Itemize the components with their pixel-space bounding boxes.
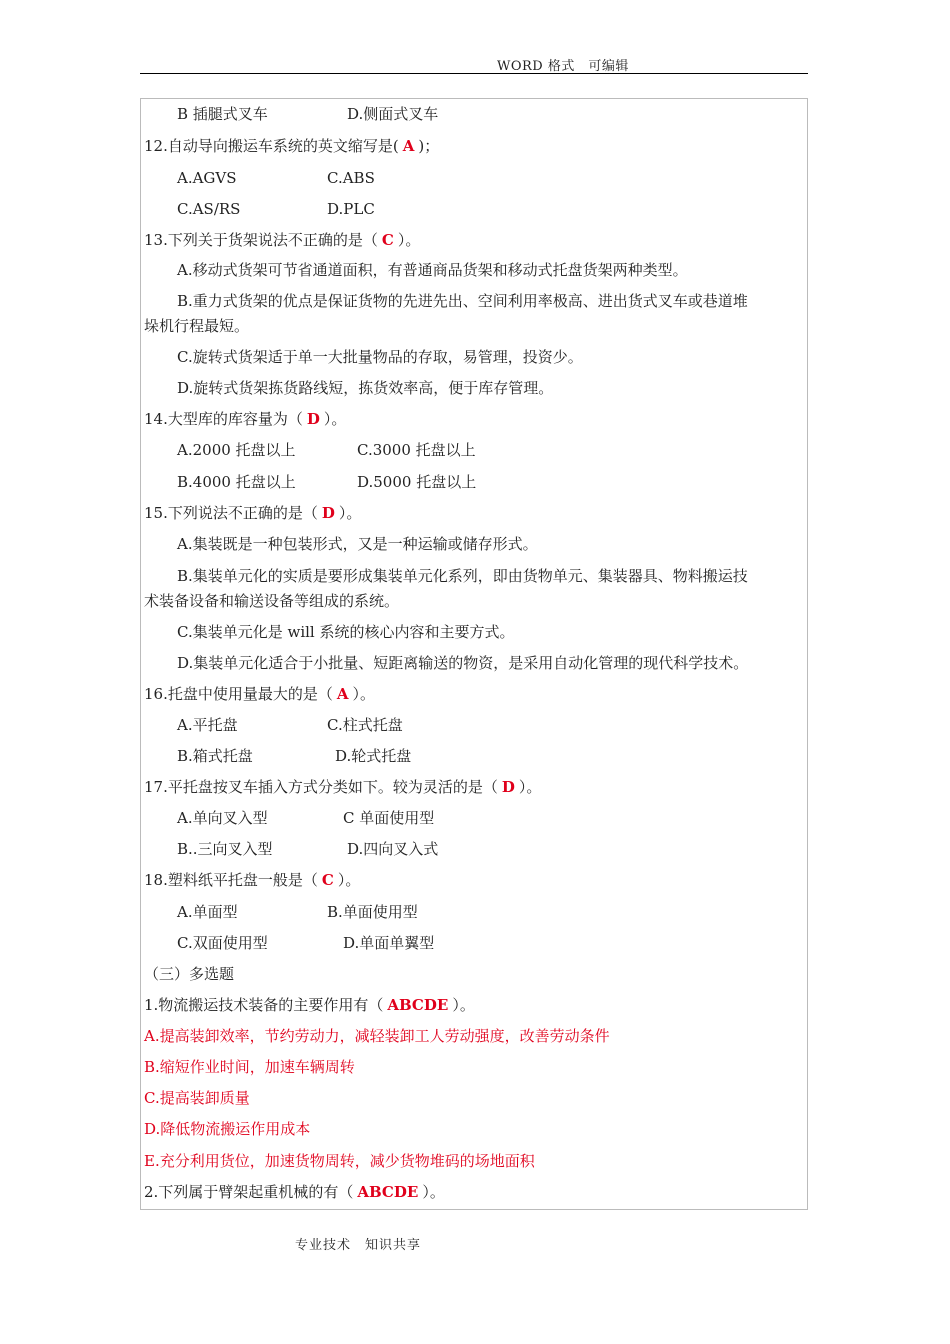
question-suffix: ）。 <box>452 996 475 1014</box>
section-heading: （三）多选题 <box>144 965 235 983</box>
question-suffix: ）。 <box>338 504 362 522</box>
answer-mark: D <box>306 410 320 428</box>
answer-option: E.充分利用货位，加速货物周转，减少货物堆码的场地面积 <box>144 1152 535 1170</box>
page-footer <box>295 1234 421 1253</box>
option-item: B 插腿式叉车 <box>177 105 268 123</box>
question-suffix: ）。 <box>397 231 421 249</box>
question-suffix: ）。 <box>352 685 376 703</box>
header-title: WORD 格式 可编辑 <box>497 59 629 74</box>
question-suffix: )； <box>418 137 440 155</box>
option-text: 垛机行程最短。 <box>144 317 250 335</box>
option-item: C.柱式托盘 <box>327 716 403 734</box>
answer-option: B.缩短作业时间，加速车辆周转 <box>144 1058 355 1076</box>
answer-mark: D <box>321 504 335 522</box>
option-item: D.侧面式叉车 <box>347 105 439 123</box>
question-text: 15.下列说法不正确的是（ <box>144 504 318 522</box>
answer-mark: ABCDE <box>357 1183 419 1201</box>
option-item: C.双面使用型 <box>177 934 268 952</box>
answer-mark: A <box>402 137 415 155</box>
question-text: 2.下列属于臂架起重机械的有（ <box>144 1183 354 1201</box>
answer-mark: C <box>381 231 394 249</box>
option-item: C.ABS <box>327 169 375 187</box>
question-line <box>144 684 375 704</box>
option-item: A.单面型 <box>177 903 238 921</box>
question-line <box>144 503 361 523</box>
question-text: 17.平托盘按叉车插入方式分类如下。较为灵活的是（ <box>144 778 498 796</box>
question-line <box>144 409 346 429</box>
question-text: 18.塑料纸平托盘一般是（ <box>144 871 318 889</box>
question-line <box>144 136 439 156</box>
question-line <box>144 230 420 250</box>
option-text: A.集装既是一种包装形式，又是一种运输或储存形式。 <box>177 535 538 553</box>
answer-option: A.提高装卸效率，节约劳动力，减轻装卸工人劳动强度，改善劳动条件 <box>144 1027 610 1045</box>
answer-mark: C <box>321 871 334 889</box>
option-item: D.5000 托盘以上 <box>357 473 477 491</box>
option-item: D.轮式托盘 <box>335 747 412 765</box>
question-suffix: ）。 <box>323 410 347 428</box>
option-text: B.集装单元化的实质是要形成集装单元化系列，即由货物单元、集装器具、物料搬运技 <box>177 567 748 585</box>
option-item: B.箱式托盘 <box>177 747 253 765</box>
question-line <box>144 777 541 797</box>
answer-mark: A <box>336 685 349 703</box>
option-item: D.四向叉入式 <box>347 840 439 858</box>
option-item: C.AS/RS <box>177 200 241 218</box>
page-header <box>140 55 808 74</box>
question-line <box>144 870 360 890</box>
question-text: 13.下列关于货架说法不正确的是（ <box>144 231 378 249</box>
question-text: 16.托盘中使用量最大的是（ <box>144 685 333 703</box>
option-text: A.移动式货架可节省通道面积，有普通商品货架和移动式托盘货架两种类型。 <box>177 261 688 279</box>
option-item: A.2000 托盘以上 <box>177 441 296 459</box>
question-suffix: ）。 <box>337 871 361 889</box>
answer-option: C.提高装卸质量 <box>144 1089 250 1107</box>
option-item: D.PLC <box>327 200 375 218</box>
question-suffix: ）。 <box>518 778 542 796</box>
answer-mark: D <box>501 778 515 796</box>
question-suffix: ）。 <box>422 1183 445 1201</box>
question-text: 14.大型库的库容量为（ <box>144 410 303 428</box>
option-item: C.3000 托盘以上 <box>357 441 476 459</box>
option-text: B.重力式货架的优点是保证货物的先进先出、空间利用率极高、进出货式叉车或巷道堆 <box>177 292 748 310</box>
option-item: A.单向叉入型 <box>177 809 268 827</box>
answer-option: D.降低物流搬运作用成本 <box>144 1120 311 1138</box>
option-text: C.旋转式货架适于单一大批量物品的存取，易管理，投资少。 <box>177 348 583 366</box>
option-item: B.4000 托盘以上 <box>177 473 296 491</box>
question-line <box>144 995 475 1015</box>
footer-right: 知识共享 <box>365 1238 422 1253</box>
option-item: D.单面单翼型 <box>343 934 435 952</box>
option-item: A.平托盘 <box>177 716 238 734</box>
option-item: C 单面使用型 <box>343 809 435 827</box>
option-item: B..三向叉入型 <box>177 840 273 858</box>
question-text: 12.自动导向搬运车系统的英文缩写是( <box>144 137 399 155</box>
footer-left: 专业技术 <box>295 1238 352 1253</box>
option-text: D.集装单元化适合于小批量、短距离输送的物资，是采用自动化管理的现代科学技术。 <box>177 654 749 672</box>
question-line <box>144 1182 445 1202</box>
question-text: 1.物流搬运技术装备的主要作用有（ <box>144 996 384 1014</box>
option-text: C.集装单元化是 will 系统的核心内容和主要方式。 <box>177 623 515 641</box>
option-item: B.单面使用型 <box>327 903 418 921</box>
option-text: D.旋转式货架拣货路线短，拣货效率高，便于库存管理。 <box>177 379 554 397</box>
option-item: A.AGVS <box>177 169 237 187</box>
answer-mark: ABCDE <box>387 996 449 1014</box>
option-text: 术装备设备和输送设备等组成的系统。 <box>144 592 400 610</box>
